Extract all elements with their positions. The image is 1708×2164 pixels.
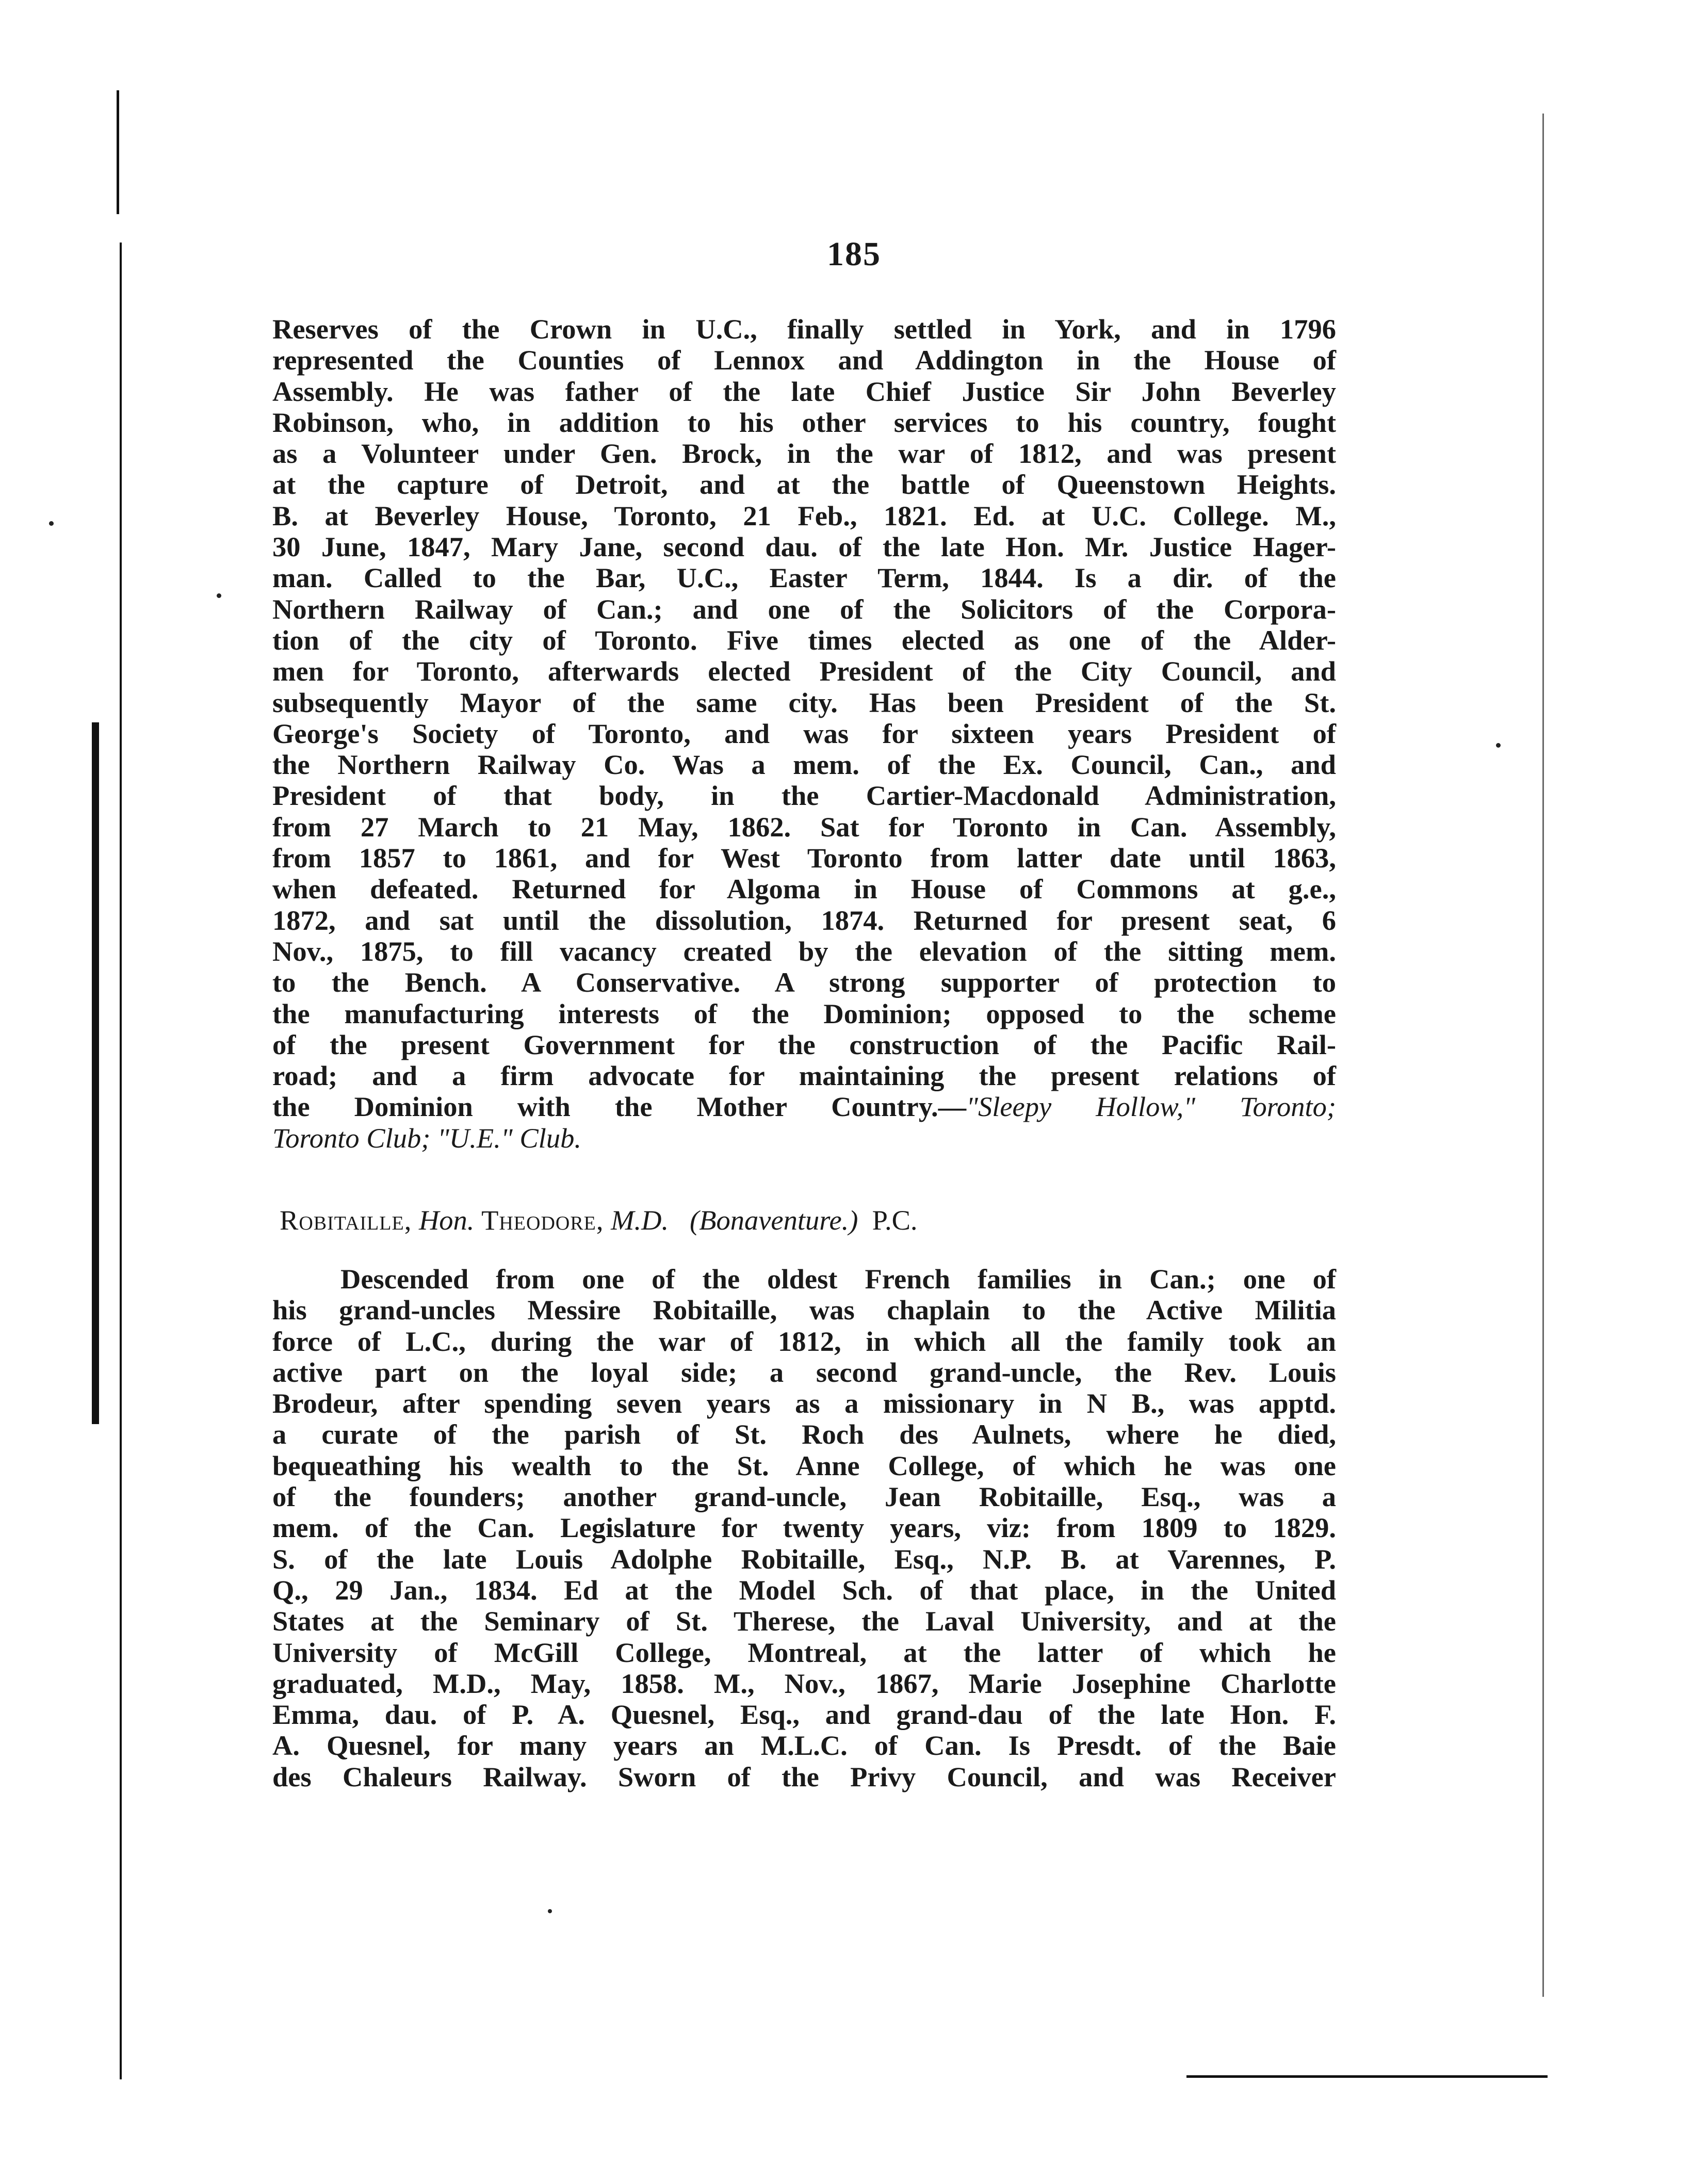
text-line: B. at Beverley House, Toronto, 21 Feb., 1821. Ed. at U.C. College. M., (272, 499, 1336, 531)
robitaille-biography (272, 1264, 1336, 1792)
entry-honorific: Hon. (418, 1204, 475, 1236)
entry-surname: Robitaille, (280, 1204, 412, 1236)
text-line: University of McGill College, Montreal, at the latter of which he (272, 1636, 1336, 1668)
scan-speck (548, 1909, 552, 1913)
left-margin-line (120, 243, 122, 2079)
text-line: a curate of the parish of St. Roch des Aulnets, where he died, (272, 1418, 1336, 1450)
text-line: men for Toronto, afterwards elected President of the City Council, and (272, 655, 1336, 687)
text-line: Brodeur, after spending seven years as a missionary in N B., was apptd. (272, 1387, 1336, 1419)
text-line: des Chaleurs Railway. Sworn of the Privy Council, and was Receiver (272, 1761, 1336, 1792)
right-margin-line (1542, 114, 1544, 1997)
text-line: from 1857 to 1861, and for West Toronto from latter date until 1863, (272, 842, 1336, 874)
scan-speck (49, 521, 54, 526)
text-line: Nov., 1875, to fill vacancy created by the elevation of the sitting mem. (272, 935, 1336, 967)
text-line: road; and a firm advocate for maintaining the present relations of (272, 1060, 1336, 1092)
text-line: Emma, dau. of P. A. Quesnel, Esq., and grand-dau of the late Hon. F. (272, 1699, 1336, 1731)
scan-speck (217, 593, 221, 598)
text-line: bequeathing his wealth to the St. Anne College, of which he was one (272, 1449, 1336, 1481)
clubs-italic: Toronto Club; "U.E." Club. (272, 1122, 581, 1154)
entry-degree: M.D. (611, 1204, 669, 1236)
text-line: the manufacturing interests of the Dominion; opposed to the scheme (272, 997, 1336, 1029)
text-line: as a Volunteer under Gen. Brock, in the war of 1812, and was present (272, 438, 1336, 470)
left-margin-bar (92, 722, 99, 1424)
text-line: of the founders; another grand-uncle, Jean Robitaille, Esq., was a (272, 1481, 1336, 1513)
text-line: subsequently Mayor of the same city. Has been President of the St. (272, 686, 1336, 718)
residence-italic: "Sleepy Hollow," Toronto; (966, 1091, 1336, 1123)
text-line: man. Called to the Bar, U.C., Easter Term, 1844. Is a dir. of the (272, 562, 1336, 594)
text-line: at the capture of Detroit, and at the battle of Queenstown Heights. (272, 469, 1336, 500)
text-line: to the Bench. A Conservative. A strong supporter of protection to (272, 966, 1336, 998)
text-line: President of that body, in the Cartier-Macdonald Administration, (272, 780, 1336, 812)
bottom-right-rule (1186, 2075, 1548, 2078)
text-line: tion of the city of Toronto. Five times elected as one of the Alder- (272, 624, 1336, 656)
page-number: 185 (827, 235, 881, 273)
text-line: Q., 29 Jan., 1834. Ed at the Model Sch. of that place, in the United (272, 1574, 1336, 1606)
entry-suffix: P.C. (872, 1204, 918, 1236)
text-line: mem. of the Can. Legislature for twenty years, viz: from 1809 to 1829. (272, 1512, 1336, 1544)
text-line: graduated, M.D., May, 1858. M., Nov., 1867, Marie Josephine Charlotte (272, 1667, 1336, 1699)
text-line: Northern Railway of Can.; and one of the Solicitors of the Corpora- (272, 593, 1336, 625)
text-line: Descended from one of the oldest French families in Can.; one of (340, 1263, 1336, 1295)
text-line: A. Quesnel, for many years an M.L.C. of Can. Is Presdt. of the Baie (272, 1730, 1336, 1762)
text-line: 1872, and sat until the dissolution, 1874. Returned for present seat, 6 (272, 904, 1336, 936)
entry-heading (280, 1205, 918, 1236)
left-margin-tick (117, 90, 119, 214)
text-line: when defeated. Returned for Algoma in House of Commons at g.e., (272, 873, 1336, 905)
text-line: Reserves of the Crown in U.C., finally settled in York, and in 1796 (272, 313, 1336, 345)
text-line: States at the Seminary of St. Therese, the Laval University, and at the (272, 1605, 1336, 1637)
text-line: active part on the loyal side; a second grand-uncle, the Rev. Louis (272, 1356, 1336, 1388)
text-line-mixed (272, 1091, 1336, 1122)
text-line: represented the Counties of Lennox and Addington in the House of (272, 344, 1336, 376)
entry-constituency: (Bonaventure.) (690, 1204, 858, 1236)
text-line: 30 June, 1847, Mary Jane, second dau. of the late Hon. Mr. Justice Hager- (272, 531, 1336, 563)
text-line: the Northern Railway Co. Was a mem. of the Ex. Council, Can., and (272, 749, 1336, 781)
text-line-italic (272, 1123, 1336, 1154)
text-line: Assembly. He was father of the late Chief Justice Sir John Beverley (272, 375, 1336, 407)
text-line: his grand-uncles Messire Robitaille, was chaplain to the Active Militia (272, 1294, 1336, 1326)
text-line: from 27 March to 21 May, 1862. Sat for Toronto in Can. Assembly, (272, 811, 1336, 843)
text-line: S. of the late Louis Adolphe Robitaille, Esq., N.P. B. at Varennes, P. (272, 1543, 1336, 1575)
scan-speck (1496, 743, 1501, 748)
text-line: Robinson, who, in addition to his other services to his country, fought (272, 406, 1336, 438)
entry-forename: Theodore, (481, 1204, 604, 1236)
text-line-prefix: the Dominion with the Mother Country.— (272, 1091, 967, 1123)
text-line: of the present Government for the construction of the Pacific Rail- (272, 1028, 1336, 1060)
continued-biography (272, 314, 1336, 1154)
text-line: George's Society of Toronto, and was for sixteen years President of (272, 717, 1336, 749)
text-line: force of L.C., during the war of 1812, in which all the family took an (272, 1325, 1336, 1357)
